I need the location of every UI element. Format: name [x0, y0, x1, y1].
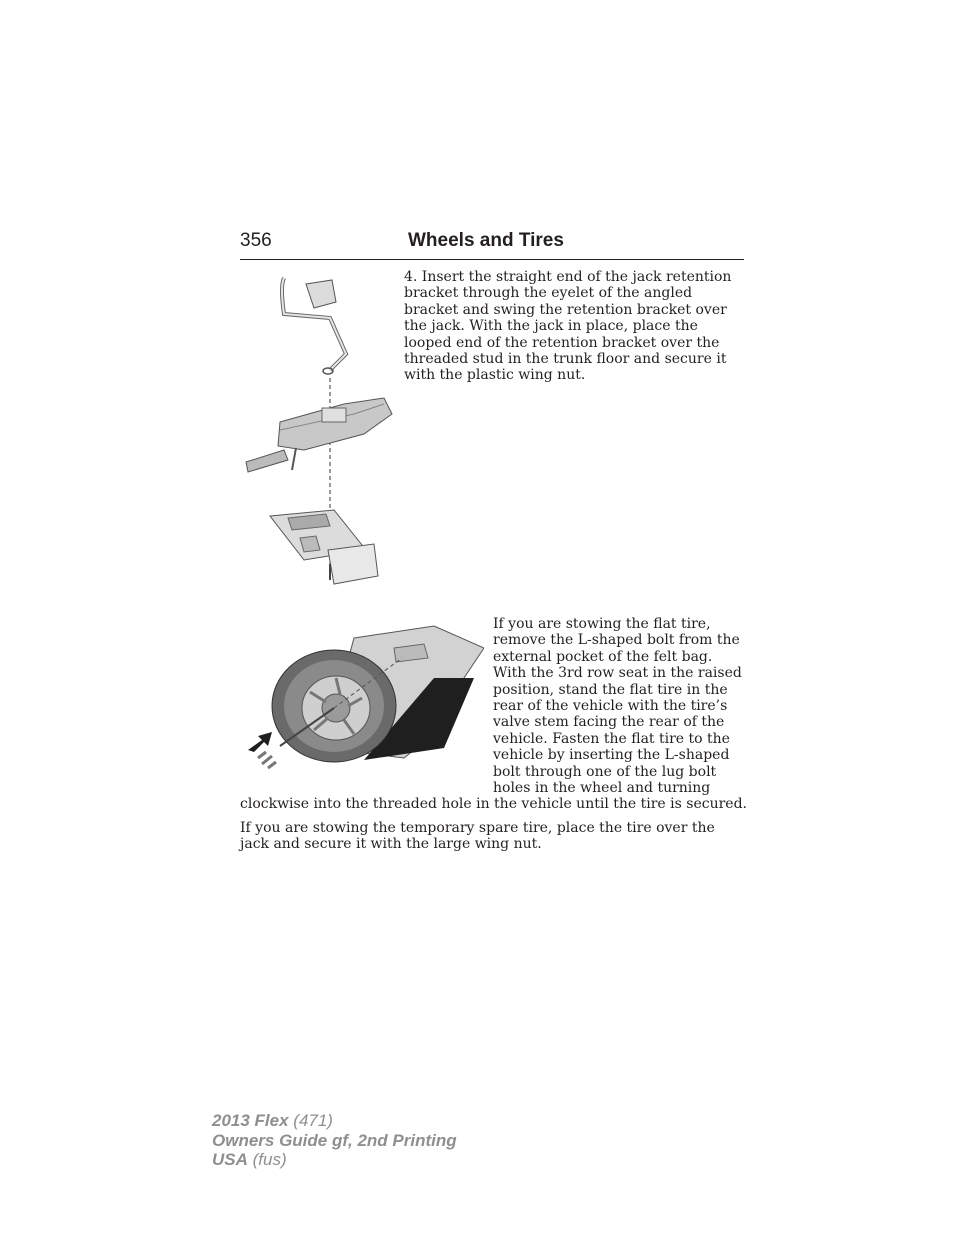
document-footer: [212, 1111, 457, 1170]
footer-market: USA: [212, 1150, 248, 1169]
stow-spare-tire-text: If you are stowing the temporary spare tire, place the tire over the jack and secure it with the large wing nut.: [240, 820, 715, 853]
stow-flat-tire-continued-text: clockwise into the threaded hole in the vehicle until the tire is secured.: [240, 796, 747, 812]
footer-guide-edition: Owners Guide gf, 2nd Printing: [212, 1130, 457, 1150]
footer-market-code: (fus): [247, 1150, 287, 1169]
jack-retention-illustration: [244, 274, 394, 594]
section-title: Wheels and Tires: [408, 230, 564, 251]
footer-model: 2013 Flex: [212, 1111, 289, 1130]
tire-stowing-illustration: [244, 618, 484, 776]
step-4-text: 4. Insert the straight end of the jack retention bracket through the eyelet of the angled bracket and swing the retention bracket over the jack. With the jack in place, place the looped end of the retention bracket over the threaded stud in the trunk floor and secure it with the plastic wing nut.: [404, 269, 732, 384]
stow-flat-tire-text: If you are stowing the flat tire, remove the L-shaped bolt from the external pocket of the felt bag. With the 3rd row seat in the raised position, stand the flat tire in the rear of the vehicle with the tire’s valve stem facing the rear of the vehicle. Fasten the flat tire to the vehicle by inserting the L-shaped bolt through one of the lug bolt holes in the wheel and turning: [493, 616, 742, 797]
footer-line-2: [212, 1131, 457, 1151]
footer-model-code: (471): [288, 1111, 333, 1130]
page-header: [240, 229, 744, 260]
footer-line-3: [212, 1150, 457, 1170]
footer-line-1: [212, 1111, 457, 1131]
page-number: 356: [240, 230, 272, 251]
